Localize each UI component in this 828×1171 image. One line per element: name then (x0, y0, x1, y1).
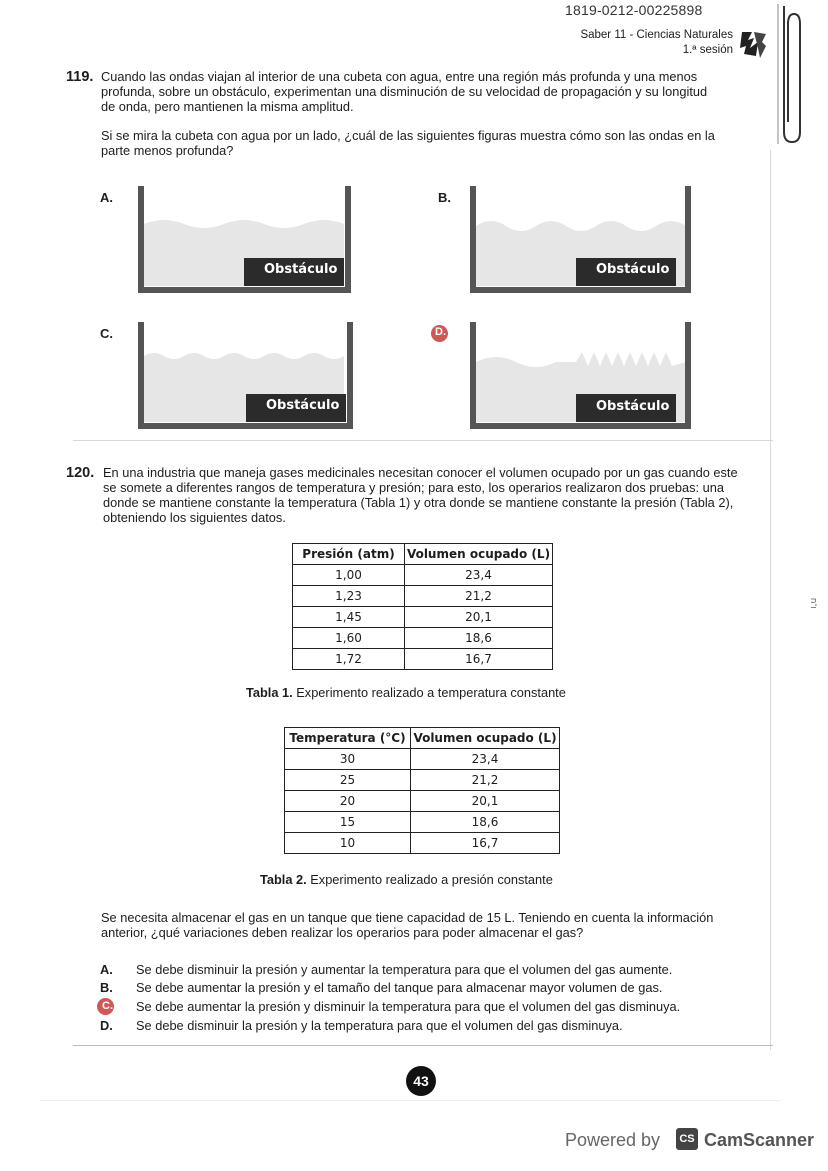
option-d-letter[interactable]: D. (435, 326, 446, 338)
table-cell: 30 (285, 749, 411, 770)
table-cell: 1,23 (293, 586, 405, 607)
option-c-letter[interactable]: C. (100, 326, 113, 341)
scan-edge-right (770, 150, 771, 1050)
table-row (293, 607, 553, 628)
table-1-pressure-volume (292, 543, 553, 670)
table-cell: 1,72 (293, 649, 405, 670)
table-row (293, 628, 553, 649)
question-120-number: 120. (66, 465, 95, 481)
table-cell: 20,1 (411, 791, 560, 812)
table-row (285, 791, 560, 812)
prompt-line: parte menos profunda? (101, 143, 234, 158)
table-cell: 10 (285, 833, 411, 854)
document-code: 1819-0212-00225898 (565, 2, 703, 18)
table-row (293, 649, 553, 670)
prompt-line: anterior, ¿qué variaciones deben realizar los operarios para poder almacenar el gas? (101, 925, 584, 940)
page-number: 43 (406, 1066, 436, 1096)
prompt-line: Si se mira la cubeta con agua por un lado, ¿cuál de las siguientes figuras muestra cómo son las ondas en la (101, 128, 715, 143)
option-c-obstacle-label: Obstáculo (266, 398, 340, 413)
stem-line: de onda, pero mantienen la misma amplitud. (101, 99, 354, 114)
caption-label: Tabla 1. (246, 685, 293, 700)
page-bottom-rule (73, 1045, 773, 1046)
table-2-caption (260, 872, 553, 887)
table-cell: 21,2 (411, 770, 560, 791)
table-1-header-pressure: Presión (atm) (293, 544, 405, 565)
table-1-header-volume: Volumen ocupado (L) (405, 544, 553, 565)
table-cell: 23,4 (405, 565, 553, 586)
stem-line: donde se mantiene constante la temperatura (Tabla 1) y otra donde se mantiene constante la presión (Tabla 2), (103, 495, 734, 510)
caption-text: Experimento realizado a presión constante (306, 872, 553, 887)
option-d-obstacle-label: Obstáculo (596, 399, 670, 414)
exam-subject: Saber 11 - Ciencias Naturales (580, 29, 733, 41)
stem-line: obteniendo los siguientes datos. (103, 510, 286, 525)
table-cell: 15 (285, 812, 411, 833)
answer-text: Se debe aumentar la presión y el tamaño del tanque para almacenar mayor volumen de gas. (136, 980, 663, 995)
stem-line: Cuando las ondas viajan al interior de una cubeta con agua, entre una región más profunda y una menos (101, 69, 698, 84)
paper-clip-icon (774, 4, 808, 146)
answer-letter: A. (100, 962, 113, 977)
option-c-tank-figure[interactable] (138, 322, 360, 430)
option-a-obstacle-label: Obstáculo (264, 262, 338, 277)
option-b-tank-figure[interactable] (470, 186, 692, 294)
table-cell: 21,2 (405, 586, 553, 607)
table-cell: 1,00 (293, 565, 405, 586)
caption-text: Experimento realizado a temperatura constante (292, 685, 566, 700)
question-120-prompt (101, 910, 769, 940)
stem-line: se somete a diferentes rangos de temperatura y presión; para esto, los operarios realizaron dos pruebas: una (103, 480, 725, 495)
table-row (285, 749, 560, 770)
answer-text: Se debe aumentar la presión y disminuir la temperatura para que el volumen del gas disminuya. (136, 999, 681, 1014)
option-b-obstacle-label: Obstáculo (596, 262, 670, 277)
answer-letter: D. (100, 1018, 113, 1033)
table-cell: 18,6 (411, 812, 560, 833)
camscanner-logo-icon: CS (676, 1128, 698, 1150)
exam-session: 1.ª sesión (682, 44, 733, 56)
table-2-temperature-volume (284, 727, 560, 854)
answer-letter: B. (100, 980, 113, 995)
icfes-logo-icon (738, 28, 768, 60)
stem-line: En una industria que maneja gases medicinales necesitan conocer el volumen ocupado por un gas cuando este (103, 465, 738, 480)
option-a-tank-figure[interactable] (138, 186, 360, 294)
side-margin-mark: ו־ח (809, 598, 818, 609)
prompt-line: Se necesita almacenar el gas en un tanque que tiene capacidad de 15 L. Teniendo en cuenta la información (101, 910, 714, 925)
table-cell: 1,60 (293, 628, 405, 649)
stem-line: profunda, sobre un obstáculo, experimentan una disminución de su velocidad de propagación y su longitud (101, 84, 708, 99)
answer-text: Se debe disminuir la presión y la temperatura para que el volumen del gas disminuya. (136, 1018, 623, 1033)
table-row (285, 770, 560, 791)
table-cell: 16,7 (411, 833, 560, 854)
table-cell: 18,6 (405, 628, 553, 649)
table-row (293, 565, 553, 586)
table-row (285, 812, 560, 833)
table-1-caption (246, 685, 566, 700)
answer-text: Se debe disminuir la presión y aumentar la temperatura para que el volumen del gas aumente. (136, 962, 673, 977)
table-row (293, 586, 553, 607)
table-cell: 20 (285, 791, 411, 812)
question-119-stem (101, 69, 766, 114)
caption-label: Tabla 2. (260, 872, 307, 887)
table-cell: 25 (285, 770, 411, 791)
option-b-letter[interactable]: B. (438, 190, 451, 205)
answer-letter: C. (102, 1000, 113, 1012)
powered-by-text: Powered by (565, 1130, 661, 1150)
table-cell: 1,45 (293, 607, 405, 628)
section-divider (73, 440, 773, 441)
table-cell: 16,7 (405, 649, 553, 670)
table-cell: 23,4 (411, 749, 560, 770)
question-119-prompt (101, 128, 766, 158)
question-120-stem (103, 465, 768, 525)
option-d-tank-figure[interactable] (470, 322, 692, 430)
table-cell: 20,1 (405, 607, 553, 628)
table-2-header-volume: Volumen ocupado (L) (411, 728, 560, 749)
option-a-letter[interactable]: A. (100, 190, 113, 205)
table-row (285, 833, 560, 854)
scan-shadow (40, 1100, 780, 1101)
question-119-number: 119. (66, 69, 94, 85)
camscanner-name: CamScanner (704, 1130, 815, 1150)
table-2-header-temperature: Temperatura (°C) (285, 728, 411, 749)
